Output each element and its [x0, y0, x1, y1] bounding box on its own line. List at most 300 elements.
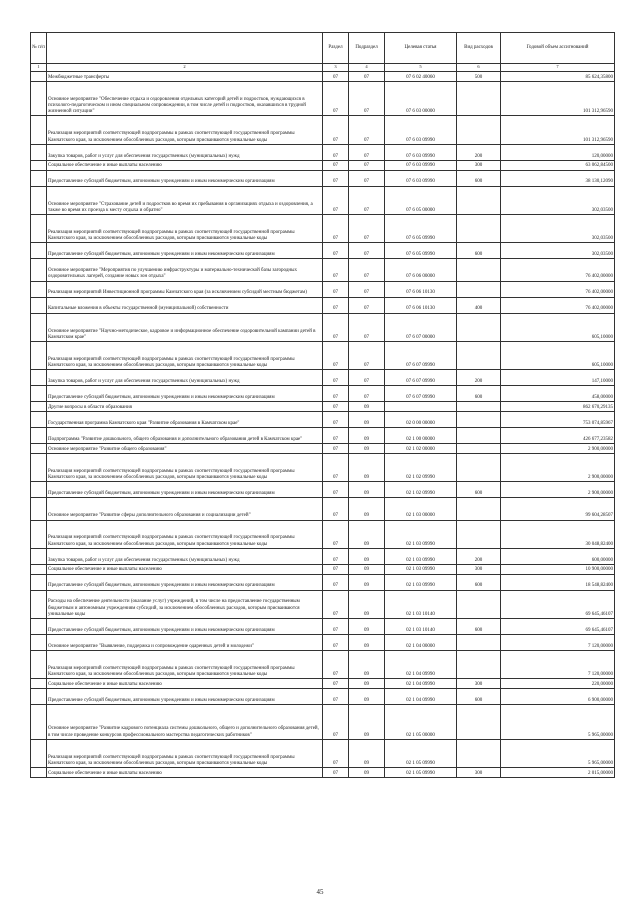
razdel-cell: 07: [323, 412, 349, 428]
expense-type-cell: [457, 739, 501, 767]
razdel-cell: 07: [323, 243, 349, 259]
expense-type-cell: 600: [457, 619, 501, 635]
expense-type-cell: 300: [457, 564, 501, 574]
table-row: [31, 186, 615, 214]
podrazdel-cell: 09: [349, 705, 385, 740]
razdel-cell: 07: [323, 619, 349, 635]
table-row: [31, 574, 615, 590]
table-row: [31, 259, 615, 281]
podrazdel-cell: 07: [349, 186, 385, 214]
row-name-cell: Предоставление субсидий бюджетным, автономным учреждениям и иным некоммерческим организациям: [47, 243, 323, 259]
table-row: [31, 590, 615, 618]
razdel-cell: 07: [323, 297, 349, 313]
amount-cell: 76 402,00000: [501, 259, 615, 281]
table-row: [31, 243, 615, 259]
row-name-cell: Социальное обеспечение и иные выплаты населению: [47, 768, 323, 778]
podrazdel-cell: 07: [349, 72, 385, 82]
razdel-cell: 07: [323, 453, 349, 481]
razdel-cell: 07: [323, 548, 349, 564]
razdel-cell: 07: [323, 705, 349, 740]
razdel-cell: 07: [323, 574, 349, 590]
row-num-cell: [31, 116, 47, 144]
razdel-cell: 07: [323, 386, 349, 402]
row-name-cell: Основное мероприятие "Обеспечение отдыха и оздоровления отдельных категорий детей и подростков, нуждающихся в психолого-педагогическом и ином специальном сопровождении, в том числе детей и подростков, оказавшихся в трудной жизненной ситуации": [47, 81, 323, 116]
target-article-cell: 07 6 06 10130: [385, 297, 457, 313]
header-podrazdel: Подраздел: [349, 33, 385, 64]
razdel-cell: 07: [323, 341, 349, 369]
podrazdel-cell: 07: [349, 116, 385, 144]
table-row: [31, 453, 615, 481]
row-num-cell: [31, 186, 47, 214]
table-row: [31, 72, 615, 82]
row-num-cell: [31, 768, 47, 778]
amount-cell: 38 130,12090: [501, 170, 615, 186]
table-row: [31, 619, 615, 635]
target-article-cell: 02 1 04 09990: [385, 689, 457, 705]
razdel-cell: 07: [323, 170, 349, 186]
podrazdel-cell: 09: [349, 402, 385, 412]
target-article-cell: 02 1 04 00000: [385, 635, 457, 651]
row-num-cell: [31, 651, 47, 679]
row-name-cell: Основное мероприятие "Выявление, поддержка и сопровождение одаренных детей и молодежи": [47, 635, 323, 651]
amount-cell: 30 048,82400: [501, 520, 615, 548]
row-num-cell: [31, 313, 47, 341]
target-article-cell: 07 6 05 09990: [385, 214, 457, 242]
expense-type-cell: 600: [457, 689, 501, 705]
expense-type-cell: [457, 186, 501, 214]
table-row: [31, 341, 615, 369]
podrazdel-cell: 07: [349, 144, 385, 160]
expense-type-cell: [457, 590, 501, 618]
amount-cell: 7 120,00000: [501, 635, 615, 651]
row-name-cell: Основное мероприятие "Мероприятия по улучшению инфраструктуры и материально-технической базы загородных оздоровительных лагерей, создание новых зон отдыха": [47, 259, 323, 281]
amount-cell: 753 074,85967: [501, 412, 615, 428]
table-row: [31, 768, 615, 778]
target-article-cell: 02 1 03 10140: [385, 619, 457, 635]
table-row: [31, 144, 615, 160]
expense-type-cell: [457, 259, 501, 281]
row-name-cell: Социальное обеспечение и иные выплаты населению: [47, 160, 323, 170]
razdel-cell: 07: [323, 313, 349, 341]
colnum: 7: [501, 64, 615, 72]
target-article-cell: 02 1 04 09990: [385, 651, 457, 679]
row-name-cell: Другие вопросы в области образования: [47, 402, 323, 412]
razdel-cell: 07: [323, 689, 349, 705]
row-num-cell: [31, 72, 47, 82]
razdel-cell: 07: [323, 214, 349, 242]
podrazdel-cell: 09: [349, 590, 385, 618]
table-header-row: [31, 33, 615, 64]
row-num-cell: [31, 402, 47, 412]
amount-cell: 605,10000: [501, 313, 615, 341]
row-name-cell: Реализация мероприятий соответствующей подпрограммы в рамках соответствующей государственной программы Камчатского края, за исключением обособленных расходов, которым присваиваются уникальные коды: [47, 453, 323, 481]
target-article-cell: 07 6 06 10130: [385, 281, 457, 297]
amount-cell: 7 120,00000: [501, 651, 615, 679]
expense-type-cell: 200: [457, 144, 501, 160]
table-row: [31, 412, 615, 428]
expense-type-cell: [457, 453, 501, 481]
target-article-cell: 07 6 06 00000: [385, 259, 457, 281]
row-num-cell: [31, 498, 47, 520]
expense-type-cell: [457, 635, 501, 651]
amount-cell: 2 900,00000: [501, 444, 615, 454]
target-article-cell: 02 1 02 09990: [385, 482, 457, 498]
header-razdel: Раздел: [323, 33, 349, 64]
table-row: [31, 160, 615, 170]
row-name-cell: Основное мероприятие "Развитие общего образования": [47, 444, 323, 454]
row-name-cell: Реализация мероприятий соответствующей подпрограммы в рамках соответствующей государственной программы Камчатского края, за исключением обособленных расходов, которым присваиваются уникальные коды: [47, 116, 323, 144]
podrazdel-cell: 07: [349, 81, 385, 116]
expense-type-cell: 600: [457, 243, 501, 259]
target-article-cell: 07 6 05 09990: [385, 243, 457, 259]
row-name-cell: Реализация мероприятий соответствующей подпрограммы в рамках соответствующей государственной программы Камчатского края, за исключением обособленных расходов, которым присваиваются уникальные коды: [47, 739, 323, 767]
razdel-cell: 07: [323, 520, 349, 548]
header-annual-amount: Годовой объем ассигнований: [501, 33, 615, 64]
budget-table: [30, 32, 615, 778]
razdel-cell: 07: [323, 768, 349, 778]
table-row: [31, 444, 615, 454]
row-num-cell: [31, 482, 47, 498]
target-article-cell: 02 1 03 09990: [385, 574, 457, 590]
row-name-cell: Основное мероприятие "Страхование детей и подростков во время их пребывания в организациях отдыха и оздоровления, а также во время их проезда к месту отдыха и обратно": [47, 186, 323, 214]
razdel-cell: 07: [323, 679, 349, 689]
expense-type-cell: 600: [457, 574, 501, 590]
amount-cell: 5 965,00000: [501, 705, 615, 740]
podrazdel-cell: 09: [349, 453, 385, 481]
target-article-cell: 02 1 05 09990: [385, 768, 457, 778]
row-num-cell: [31, 214, 47, 242]
target-article-cell: 02 1 05 09990: [385, 739, 457, 767]
amount-cell: 69 645,46107: [501, 619, 615, 635]
row-name-cell: Основное мероприятие "Научно-методическое, кадровое и информационное обеспечение оздоровительной кампании детей в Камчатском крае": [47, 313, 323, 341]
table-row: [31, 689, 615, 705]
podrazdel-cell: 09: [349, 498, 385, 520]
expense-type-cell: [457, 412, 501, 428]
row-num-cell: [31, 679, 47, 689]
table-row: [31, 428, 615, 444]
table-row: [31, 635, 615, 651]
podrazdel-cell: 09: [349, 548, 385, 564]
podrazdel-cell: 09: [349, 768, 385, 778]
row-num-cell: [31, 259, 47, 281]
row-num-cell: [31, 297, 47, 313]
target-article-cell: 07 6 07 09990: [385, 370, 457, 386]
table-row: [31, 482, 615, 498]
razdel-cell: 07: [323, 402, 349, 412]
row-num-cell: [31, 428, 47, 444]
expense-type-cell: [457, 341, 501, 369]
expense-type-cell: [457, 444, 501, 454]
row-num-cell: [31, 160, 47, 170]
amount-cell: 101 312,96590: [501, 81, 615, 116]
table-row: [31, 370, 615, 386]
row-num-cell: [31, 144, 47, 160]
row-name-cell: Реализация мероприятий Инвестиционной программы Камчатского края (за исключением субсидий местным бюджетам): [47, 281, 323, 297]
razdel-cell: 07: [323, 144, 349, 160]
podrazdel-cell: 07: [349, 313, 385, 341]
row-name-cell: Предоставление субсидий бюджетным, автономным учреждениям и иным некоммерческим организациям: [47, 386, 323, 402]
row-num-cell: [31, 705, 47, 740]
colnum: 6: [457, 64, 501, 72]
row-name-cell: Основное мероприятие "Развитие сферы дополнительного образования и социализации детей": [47, 498, 323, 520]
amount-cell: 2 900,00000: [501, 482, 615, 498]
expense-type-cell: [457, 428, 501, 444]
razdel-cell: 07: [323, 81, 349, 116]
amount-cell: 63 062,84500: [501, 160, 615, 170]
table-row: [31, 679, 615, 689]
razdel-cell: 07: [323, 590, 349, 618]
target-article-cell: 07 6 03 00000: [385, 81, 457, 116]
header-num: № п/п: [31, 33, 47, 64]
colnum: 2: [47, 64, 323, 72]
expense-type-cell: 300: [457, 768, 501, 778]
razdel-cell: 07: [323, 739, 349, 767]
podrazdel-cell: 07: [349, 341, 385, 369]
target-article-cell: 07 6 03 09990: [385, 160, 457, 170]
podrazdel-cell: 09: [349, 635, 385, 651]
table-row: [31, 170, 615, 186]
expense-type-cell: 600: [457, 386, 501, 402]
expense-type-cell: [457, 402, 501, 412]
row-name-cell: Социальное обеспечение и иные выплаты населению: [47, 679, 323, 689]
row-name-cell: Капитальные вложения в объекты государственной (муниципальной) собственности: [47, 297, 323, 313]
table-row: [31, 281, 615, 297]
podrazdel-cell: 09: [349, 564, 385, 574]
podrazdel-cell: 09: [349, 574, 385, 590]
podrazdel-cell: 09: [349, 412, 385, 428]
razdel-cell: 07: [323, 498, 349, 520]
amount-cell: 76 402,00000: [501, 281, 615, 297]
table-row: [31, 116, 615, 144]
amount-cell: 605,10000: [501, 341, 615, 369]
expense-type-cell: [457, 705, 501, 740]
podrazdel-cell: 09: [349, 428, 385, 444]
row-num-cell: [31, 453, 47, 481]
amount-cell: 69 645,46107: [501, 590, 615, 618]
header-name: [47, 33, 323, 64]
row-name-cell: Предоставление субсидий бюджетным, автономным учреждениям и иным некоммерческим организациям: [47, 170, 323, 186]
row-num-cell: [31, 341, 47, 369]
target-article-cell: 02 0 00 00000: [385, 412, 457, 428]
podrazdel-cell: 09: [349, 651, 385, 679]
row-num-cell: [31, 689, 47, 705]
row-num-cell: [31, 81, 47, 116]
header-expense-type: Вид расходов: [457, 33, 501, 64]
row-name-cell: Государственная программа Камчатского края "Развитие образования в Камчатском крае": [47, 412, 323, 428]
podrazdel-cell: 09: [349, 520, 385, 548]
podrazdel-cell: 07: [349, 259, 385, 281]
amount-cell: 862 670,29135: [501, 402, 615, 412]
razdel-cell: 07: [323, 651, 349, 679]
row-num-cell: [31, 386, 47, 402]
podrazdel-cell: 09: [349, 444, 385, 454]
amount-cell: 99 604,28507: [501, 498, 615, 520]
amount-cell: 18 548,82400: [501, 574, 615, 590]
expense-type-cell: [457, 313, 501, 341]
target-article-cell: 07 6 07 09990: [385, 386, 457, 402]
table-row: [31, 705, 615, 740]
podrazdel-cell: 07: [349, 386, 385, 402]
table-row: [31, 548, 615, 564]
amount-cell: 220,00000: [501, 679, 615, 689]
razdel-cell: 07: [323, 482, 349, 498]
colnum: 5: [385, 64, 457, 72]
table-row: [31, 520, 615, 548]
expense-type-cell: 600: [457, 170, 501, 186]
podrazdel-cell: 09: [349, 739, 385, 767]
razdel-cell: 07: [323, 281, 349, 297]
table-row: [31, 402, 615, 412]
expense-type-cell: [457, 651, 501, 679]
row-num-cell: [31, 548, 47, 564]
target-article-cell: 07 6 05 00000: [385, 186, 457, 214]
row-name-cell: Реализация мероприятий соответствующей подпрограммы в рамках соответствующей государственной программы Камчатского края, за исключением обособленных расходов, которым присваиваются уникальные коды: [47, 520, 323, 548]
target-article-cell: 02 1 05 00000: [385, 705, 457, 740]
target-article-cell: 02 1 02 09990: [385, 453, 457, 481]
razdel-cell: 07: [323, 116, 349, 144]
row-num-cell: [31, 564, 47, 574]
podrazdel-cell: 07: [349, 214, 385, 242]
row-num-cell: [31, 243, 47, 259]
expense-type-cell: [457, 281, 501, 297]
amount-cell: 302,03500: [501, 243, 615, 259]
table-body: [31, 72, 615, 778]
table-row: [31, 386, 615, 402]
table-row: [31, 313, 615, 341]
amount-cell: 5 965,00000: [501, 739, 615, 767]
podrazdel-cell: 07: [349, 281, 385, 297]
row-name-cell: Основное мероприятие "Развитие кадрового потенциала системы дошкольного, общего и дополнительного образования детей, в том числе проведение конкурсов профессионального мастерства педагогических работников": [47, 705, 323, 740]
row-name-cell: Предоставление субсидий бюджетным, автономным учреждениям и иным некоммерческим организациям: [47, 574, 323, 590]
row-name-cell: Закупка товаров, работ и услуг для обеспечения государственных (муниципальных) нужд: [47, 370, 323, 386]
header-target-article: Целевая статья: [385, 33, 457, 64]
amount-cell: 426 677,23582: [501, 428, 615, 444]
podrazdel-cell: 07: [349, 170, 385, 186]
expense-type-cell: 500: [457, 72, 501, 82]
row-num-cell: [31, 574, 47, 590]
target-article-cell: 02 1 03 09990: [385, 548, 457, 564]
razdel-cell: 07: [323, 444, 349, 454]
column-number-row: [31, 64, 615, 72]
page-number: 45: [316, 888, 324, 896]
row-num-cell: [31, 635, 47, 651]
expense-type-cell: 400: [457, 297, 501, 313]
expense-type-cell: 300: [457, 679, 501, 689]
razdel-cell: 07: [323, 259, 349, 281]
row-name-cell: Закупка товаров, работ и услуг для обеспечения государственных (муниципальных) нужд: [47, 548, 323, 564]
amount-cell: 10 900,00000: [501, 564, 615, 574]
row-name-cell: Подпрограмма "Развитие дошкольного, общего образования и дополнительного образования детей в Камчатском крае": [47, 428, 323, 444]
podrazdel-cell: 09: [349, 679, 385, 689]
expense-type-cell: 200: [457, 548, 501, 564]
target-article-cell: 02 1 02 00000: [385, 444, 457, 454]
row-name-cell: Расходы на обеспечение деятельности (оказание услуг) учреждений, в том числе на предоставление государственным бюджетным и автономным учреждениям субсидий, за исключением обособленных расходов, которым присваиваются уникальные коды: [47, 590, 323, 618]
colnum: 1: [31, 64, 47, 72]
table-row: [31, 214, 615, 242]
target-article-cell: 02 1 00 00000: [385, 428, 457, 444]
amount-cell: 101 312,96590: [501, 116, 615, 144]
row-name-cell: Предоставление субсидий бюджетным, автономным учреждениям и иным некоммерческим организациям: [47, 482, 323, 498]
podrazdel-cell: 07: [349, 160, 385, 170]
row-name-cell: Реализация мероприятий соответствующей подпрограммы в рамках соответствующей государственной программы Камчатского края, за исключением обособленных расходов, которым присваиваются уникальные коды: [47, 214, 323, 242]
row-name-cell: Реализация мероприятий соответствующей подпрограммы в рамках соответствующей государственной программы Камчатского края, за исключением обособленных расходов, которым присваиваются уникальные коды: [47, 341, 323, 369]
podrazdel-cell: 09: [349, 689, 385, 705]
razdel-cell: 07: [323, 72, 349, 82]
target-article-cell: 07 6 07 09990: [385, 341, 457, 369]
row-num-cell: [31, 619, 47, 635]
row-name-cell: Закупка товаров, работ и услуг для обеспечения государственных (муниципальных) нужд: [47, 144, 323, 160]
podrazdel-cell: 09: [349, 482, 385, 498]
amount-cell: 302,03500: [501, 214, 615, 242]
expense-type-cell: [457, 81, 501, 116]
row-num-cell: [31, 412, 47, 428]
row-num-cell: [31, 444, 47, 454]
target-article-cell: 07 6 02 40060: [385, 72, 457, 82]
row-num-cell: [31, 590, 47, 618]
amount-cell: 2 900,00000: [501, 453, 615, 481]
podrazdel-cell: 07: [349, 370, 385, 386]
budget-table-page: [30, 32, 614, 778]
table-row: [31, 297, 615, 313]
expense-type-cell: [457, 214, 501, 242]
razdel-cell: 07: [323, 160, 349, 170]
row-name-cell: Социальное обеспечение и иные выплаты населению: [47, 564, 323, 574]
expense-type-cell: [457, 520, 501, 548]
row-name-cell: Межбюджетные трансферты: [47, 72, 323, 82]
amount-cell: 6 900,00000: [501, 689, 615, 705]
table-row: [31, 498, 615, 520]
target-article-cell: 02 1 03 09990: [385, 520, 457, 548]
amount-cell: 147,10000: [501, 370, 615, 386]
row-name-cell: Реализация мероприятий соответствующей подпрограммы в рамках соответствующей государственной программы Камчатского края, за исключением обособленных расходов, которым присваиваются уникальные коды: [47, 651, 323, 679]
amount-cell: 120,00000: [501, 144, 615, 160]
colnum: 4: [349, 64, 385, 72]
podrazdel-cell: 07: [349, 243, 385, 259]
target-article-cell: 02 1 03 09990: [385, 564, 457, 574]
amount-cell: 2 015,00000: [501, 768, 615, 778]
row-name-cell: Предоставление субсидий бюджетным, автономным учреждениям и иным некоммерческим организациям: [47, 619, 323, 635]
table-row: [31, 564, 615, 574]
target-article-cell: 07 6 07 00000: [385, 313, 457, 341]
target-article-cell: 07 6 03 09990: [385, 116, 457, 144]
expense-type-cell: 600: [457, 482, 501, 498]
amount-cell: 600,00000: [501, 548, 615, 564]
row-num-cell: [31, 370, 47, 386]
expense-type-cell: 200: [457, 370, 501, 386]
podrazdel-cell: 07: [349, 297, 385, 313]
row-num-cell: [31, 520, 47, 548]
target-article-cell: 07 6 03 09990: [385, 170, 457, 186]
podrazdel-cell: 09: [349, 619, 385, 635]
amount-cell: 458,00000: [501, 386, 615, 402]
amount-cell: 85 624,35800: [501, 72, 615, 82]
target-article-cell: 07 6 03 09990: [385, 144, 457, 160]
target-article-cell: [385, 402, 457, 412]
table-row: [31, 651, 615, 679]
target-article-cell: 02 1 04 09990: [385, 679, 457, 689]
razdel-cell: 07: [323, 428, 349, 444]
table-row: [31, 81, 615, 116]
row-num-cell: [31, 281, 47, 297]
razdel-cell: 07: [323, 186, 349, 214]
table-row: [31, 739, 615, 767]
amount-cell: 76 402,00000: [501, 297, 615, 313]
razdel-cell: 07: [323, 564, 349, 574]
colnum: 3: [323, 64, 349, 72]
expense-type-cell: 300: [457, 160, 501, 170]
razdel-cell: 07: [323, 370, 349, 386]
expense-type-cell: [457, 116, 501, 144]
